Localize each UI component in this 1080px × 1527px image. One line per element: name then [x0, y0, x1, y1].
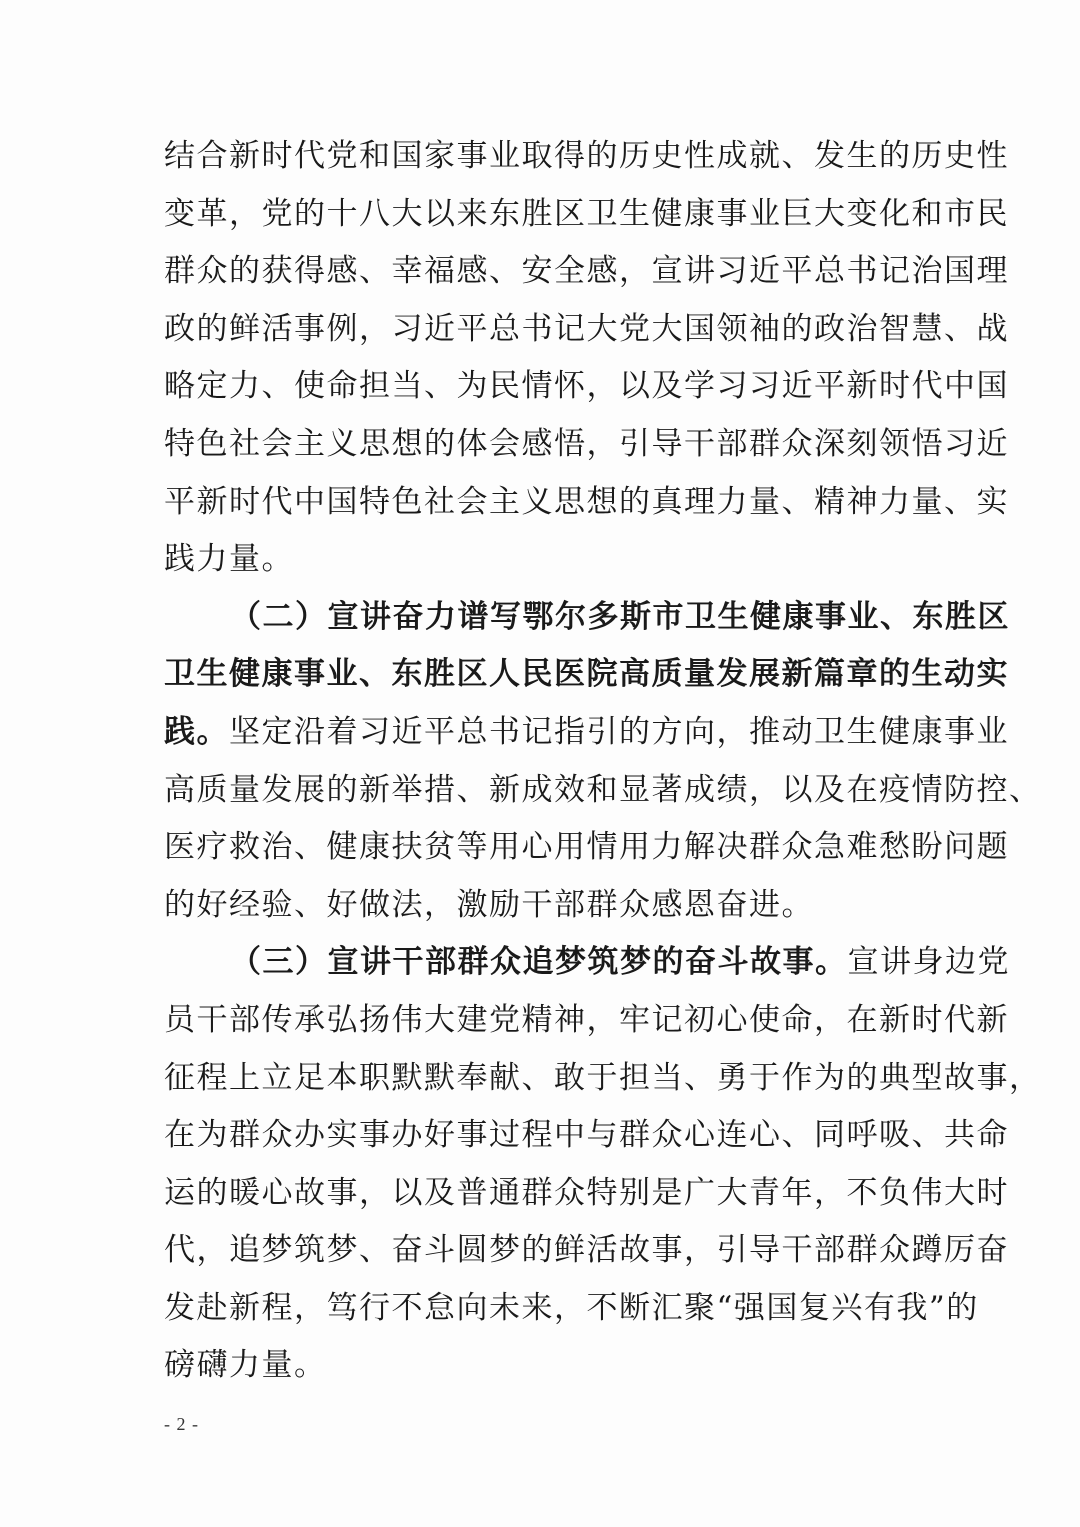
section-heading-end: 践。	[164, 713, 229, 750]
text-line: 在为群众办实事办好事过程中与群众心连心、同呼吸、共命	[164, 1117, 1009, 1154]
text-line: 践力量。	[164, 541, 294, 578]
text-line: 医疗救治、健康扶贫等用心用情用力解决群众急难愁盼问题	[164, 829, 1009, 866]
text-line: 变革，党的十八大以来东胜区卫生健康事业巨大变化和市民	[164, 195, 1009, 232]
text-run: 宣讲身边党	[847, 944, 1010, 981]
text-line: 运的暖心故事，以及普通群众特别是广大青年，不负伟大时	[164, 1174, 1009, 1211]
text-line: 略定力、使命担当、为民情怀，以及学习习近平新时代中国	[164, 368, 1009, 405]
text-line	[164, 704, 1009, 762]
text-line: 磅礴力量。	[164, 1347, 327, 1384]
page-number: - 2 -	[164, 1414, 199, 1434]
section-heading: （三）宣讲干部群众追梦筑梦的奋斗故事。	[230, 944, 848, 981]
text-line: 政的鲜活事例，习近平总书记大党大国领袖的政治智慧、战	[164, 310, 1009, 347]
text-line: 群众的获得感、幸福感、安全感，宣讲习近平总书记治国理	[164, 253, 1009, 290]
text-run: 坚定沿着习近平总书记指引的方向，推动卫生健康事业	[229, 713, 1009, 750]
section-heading-line: 卫生健康事业、东胜区人民医院高质量发展新篇章的生动实	[164, 656, 1009, 693]
text-line: 平新时代中国特色社会主义思想的真理力量、精神力量、实	[164, 483, 1009, 520]
text-line	[164, 934, 1010, 992]
document-body	[164, 128, 1042, 1395]
text-line: 代，追梦筑梦、奋斗圆梦的鲜活故事，引导干部群众蹲厉奋	[164, 1232, 1009, 1269]
text-line: 特色社会主义思想的体会感悟，引导干部群众深刻领悟习近	[164, 425, 1009, 462]
text-line: 的好经验、好做法，激励干部群众感恩奋进。	[164, 886, 814, 923]
text-line: 结合新时代党和国家事业取得的历史性成就、发生的历史性	[164, 138, 1009, 174]
section-heading-line: （二）宣讲奋力谱写鄂尔多斯市卫生健康事业、东胜区	[230, 598, 1010, 635]
text-line: 发赴新程，笃行不怠向未来，不断汇聚“强国复兴有我”的	[164, 1289, 979, 1326]
text-line: 征程上立足本职默默奉献、敢于担当、勇于作为的典型故事，	[164, 1059, 1042, 1096]
text-line: 高质量发展的新举措、新成效和显著成绩，以及在疫情防控、	[164, 771, 1042, 808]
text-line: 员干部传承弘扬伟大建党精神，牢记初心使命，在新时代新	[164, 1001, 1009, 1038]
